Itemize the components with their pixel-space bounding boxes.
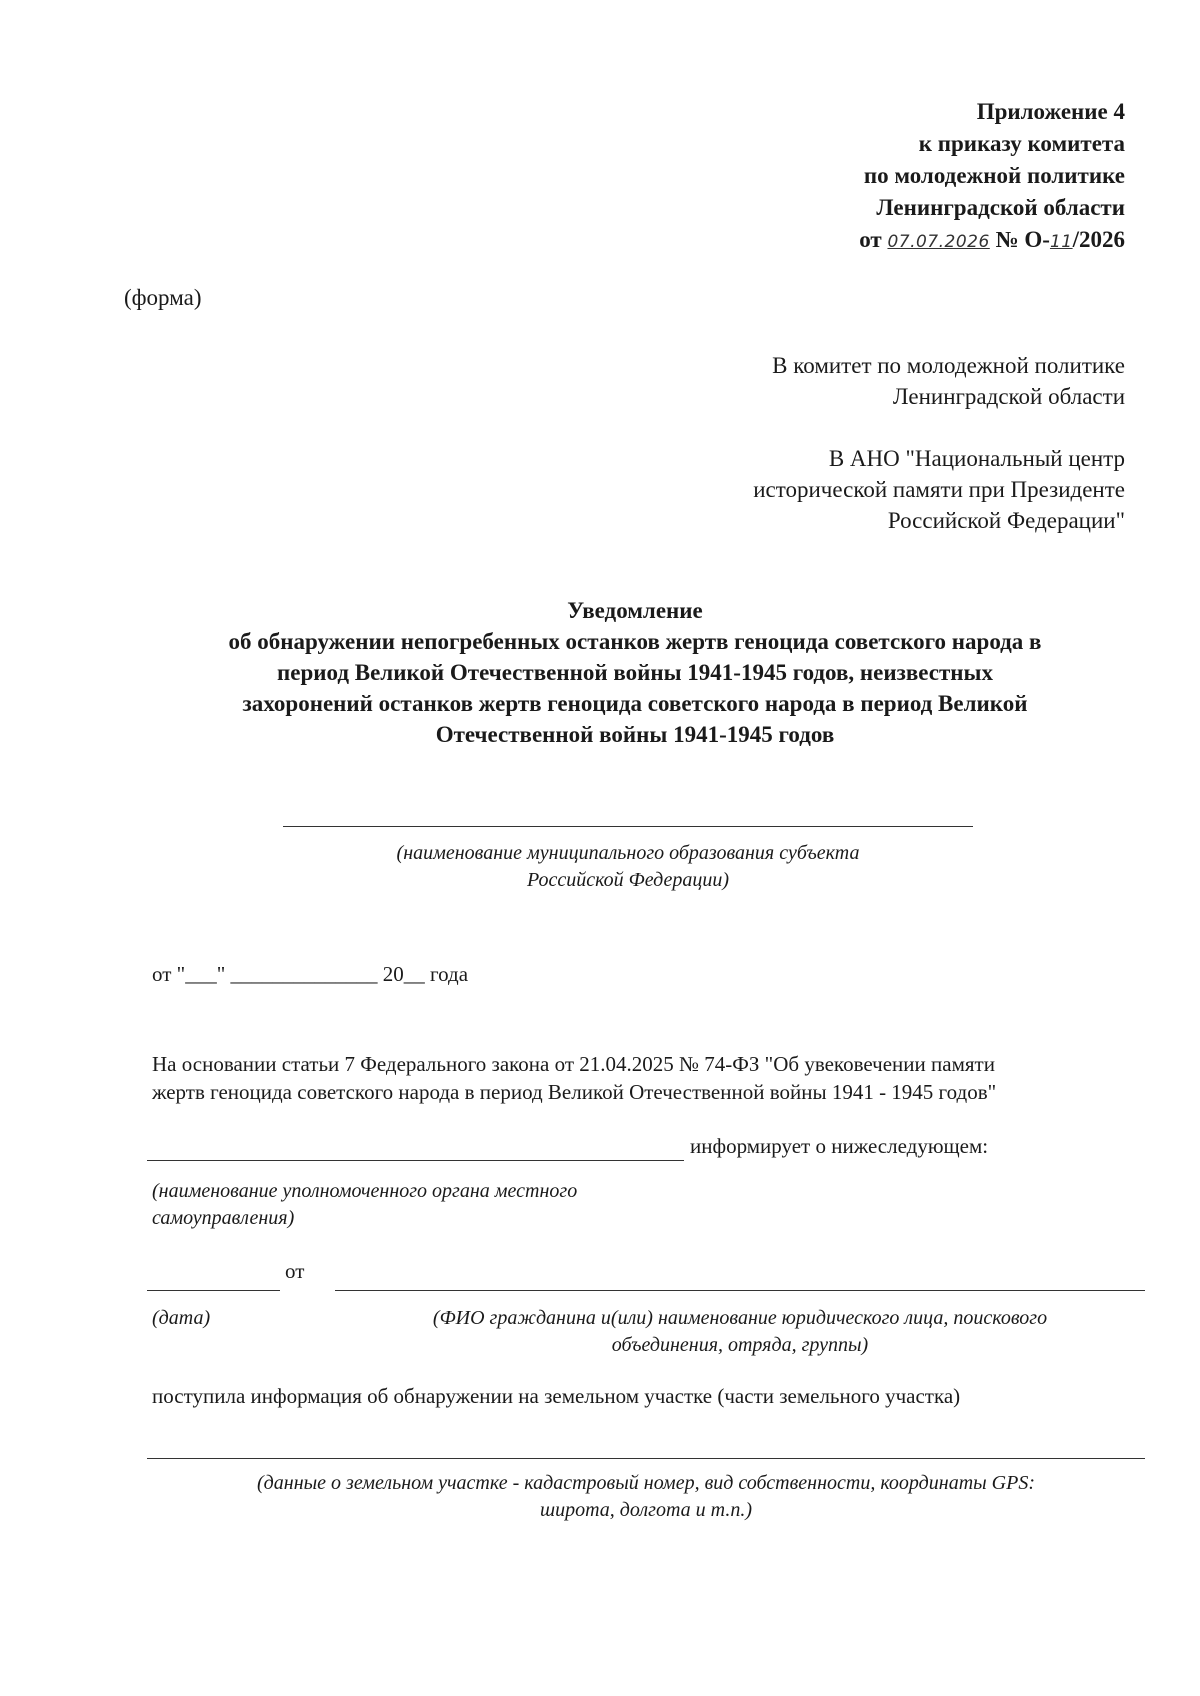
appendix-number-handwritten: 11: [1049, 232, 1073, 252]
addressee-committee: [565, 350, 1125, 412]
appendix-header: [605, 96, 1125, 258]
land-plot-caption: [147, 1470, 1145, 1524]
appendix-number-suffix: /2026: [1072, 227, 1125, 252]
addressee-ano: [565, 443, 1125, 536]
date-line[interactable]: от "___" ______________ 20__ года: [152, 962, 469, 986]
authority-fill-line[interactable]: [147, 1160, 684, 1161]
informs-text: информирует о нижеследующем:: [690, 1134, 989, 1158]
appendix-region: Ленинградской области: [876, 195, 1125, 220]
addressee-ano-line3: Российской Федерации": [887, 508, 1125, 533]
basis-line2: жертв геноцида советского народа в период Великой Отечественной войны 1941 - 1945 годов": [152, 1080, 997, 1104]
received-text: поступила информация об обнаружении на земельном участке (части земельного участка): [152, 1384, 961, 1408]
title-line4: захоронений останков жертв геноцида советского народа в период Великой: [242, 691, 1028, 716]
appendix-committee: по молодежной политике: [863, 163, 1125, 188]
title-line2: об обнаружении непогребенных останков жертв геноцида советского народа в: [228, 629, 1042, 654]
date-fill-line[interactable]: [147, 1290, 280, 1291]
appendix-number-prefix: № О-: [995, 227, 1050, 252]
person-caption-line1: (ФИО гражданина и(или) наименование юридического лица, поискового: [432, 1307, 1048, 1329]
person-caption-line2: объединения, отряда, группы): [611, 1334, 869, 1356]
land-plot-caption-line1: (данные о земельном участке - кадастровый номер, вид собственности, координаты GPS:: [257, 1472, 1035, 1494]
municipality-fill-line[interactable]: [283, 826, 973, 827]
title-line3: период Великой Отечественной войны 1941-1945 годов, неизвестных: [277, 660, 993, 685]
appendix-number: Приложение 4: [976, 99, 1125, 124]
document-title: [140, 595, 1130, 750]
title-line5: Отечественной войны 1941-1945 годов: [435, 722, 835, 747]
authority-caption-line1: (наименование уполномоченного органа местного: [152, 1180, 578, 1202]
municipality-caption-line2: Российской Федерации): [526, 869, 730, 891]
basis-paragraph: [152, 1050, 1152, 1106]
addressee-committee-line1: В комитет по молодежной политике: [772, 353, 1125, 378]
municipality-caption-line1: (наименование муниципального образования субъекта: [396, 842, 860, 864]
appendix-date-handwritten: 07.07.2026: [887, 232, 990, 252]
basis-line1: На основании статьи 7 Федерального закона от 21.04.2025 № 74-ФЗ "Об увековечении памяти: [152, 1052, 995, 1076]
addressee-ano-line2: исторической памяти при Президенте: [753, 477, 1125, 502]
person-fill-line[interactable]: [335, 1290, 1145, 1291]
person-caption: [360, 1305, 1120, 1359]
municipality-caption: [283, 840, 973, 894]
appendix-date-prefix: от: [859, 227, 882, 252]
land-plot-fill-line[interactable]: [147, 1458, 1145, 1459]
appendix-date-number: [605, 224, 1125, 258]
authority-caption-line2: самоуправления): [152, 1207, 295, 1229]
from-word: от: [285, 1259, 305, 1283]
date-caption: (дата): [152, 1307, 211, 1329]
form-label: (форма): [124, 285, 202, 310]
title-line1: Уведомление: [567, 598, 703, 623]
authority-caption: [152, 1178, 712, 1232]
addressee-committee-line2: Ленинградской области: [892, 384, 1125, 409]
land-plot-caption-line2: широта, долгота и т.п.): [540, 1499, 752, 1521]
addressee-ano-line1: В АНО "Национальный центр: [828, 446, 1125, 471]
appendix-order-ref: к приказу комитета: [918, 131, 1125, 156]
